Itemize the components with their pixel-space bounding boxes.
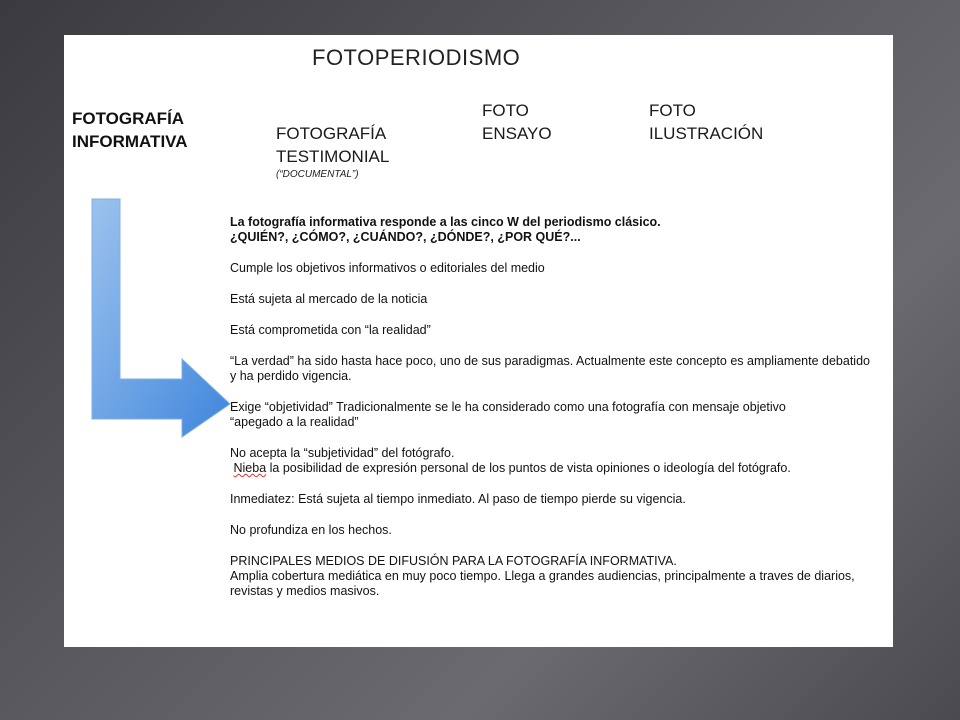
point-verdad — [230, 354, 890, 384]
category-testimonial-sub: (“DOCUMENTAL”) — [276, 169, 359, 180]
point-objetividad-line-2: “apegado a la realidad” — [230, 415, 359, 429]
content-body — [230, 215, 890, 615]
bent-arrow-icon — [84, 193, 234, 443]
lead-line-2: ¿QUIÉN?, ¿CÓMO?, ¿CUÁNDO?, ¿DÓNDE?, ¿POR QUÉ?... — [230, 230, 581, 244]
point-verdad-line-2: y ha perdido vigencia. — [230, 369, 352, 383]
point-medios-heading: PRINCIPALES MEDIOS DE DIFUSIÓN PARA LA FOTOGRAFÍA INFORMATIVA. — [230, 554, 677, 568]
point-objetividad-line-1: Exige “objetividad” Tradicionalmente se le ha considerado como una fotografía con mensaje objetivo — [230, 400, 786, 414]
slide — [64, 35, 893, 647]
point-medios — [230, 554, 890, 599]
point-mercado: Está sujeta al mercado de la noticia — [230, 292, 428, 306]
category-ensayo: FOTO ENSAYO — [482, 101, 552, 143]
point-inmediatez: Inmediatez: Está sujeta al tiempo inmediato. Al paso de tiempo pierde su vigencia. — [230, 492, 686, 506]
category-testimonial — [276, 99, 389, 205]
point-profundiza: No profundiza en los hechos. — [230, 523, 392, 537]
lead-line-1: La fotografía informativa responde a las cinco W del periodismo clásico. — [230, 215, 661, 229]
point-verdad-line-1: “La verdad” ha sido hasta hace poco, uno de sus paradigmas. Actualmente este concepto es ampliamente debatido — [230, 354, 870, 368]
lead-paragraph — [230, 215, 890, 245]
category-testimonial-label: FOTOGRAFÍA TESTIMONIAL — [276, 124, 390, 166]
point-subjetividad-line-1: No acepta la “subjetividad” del fotógrafo. — [230, 446, 455, 460]
point-subjetividad — [230, 446, 890, 476]
category-fotografia-informativa: FOTOGRAFÍA INFORMATIVA — [72, 109, 188, 151]
category-ilustracion: FOTO ILUSTRACIÓN — [649, 101, 764, 143]
point-objetivos: Cumple los objetivos informativos o editoriales del medio — [230, 261, 545, 275]
point-objetividad — [230, 400, 890, 430]
slide-title: FOTOPERIODISMO — [312, 45, 521, 70]
point-subjetividad-line-2: la posibilidad de expresión personal de los puntos de vista opiniones o ideología del fotógrafo. — [266, 461, 791, 475]
misspelled-word: Nieba — [233, 461, 267, 475]
point-medios-body: Amplia cobertura mediática en muy poco tiempo. Llega a grandes audiencias, principalmente a traves de diarios, revistas y medios masivos. — [230, 569, 855, 598]
point-realidad: Está comprometida con “la realidad” — [230, 323, 431, 337]
